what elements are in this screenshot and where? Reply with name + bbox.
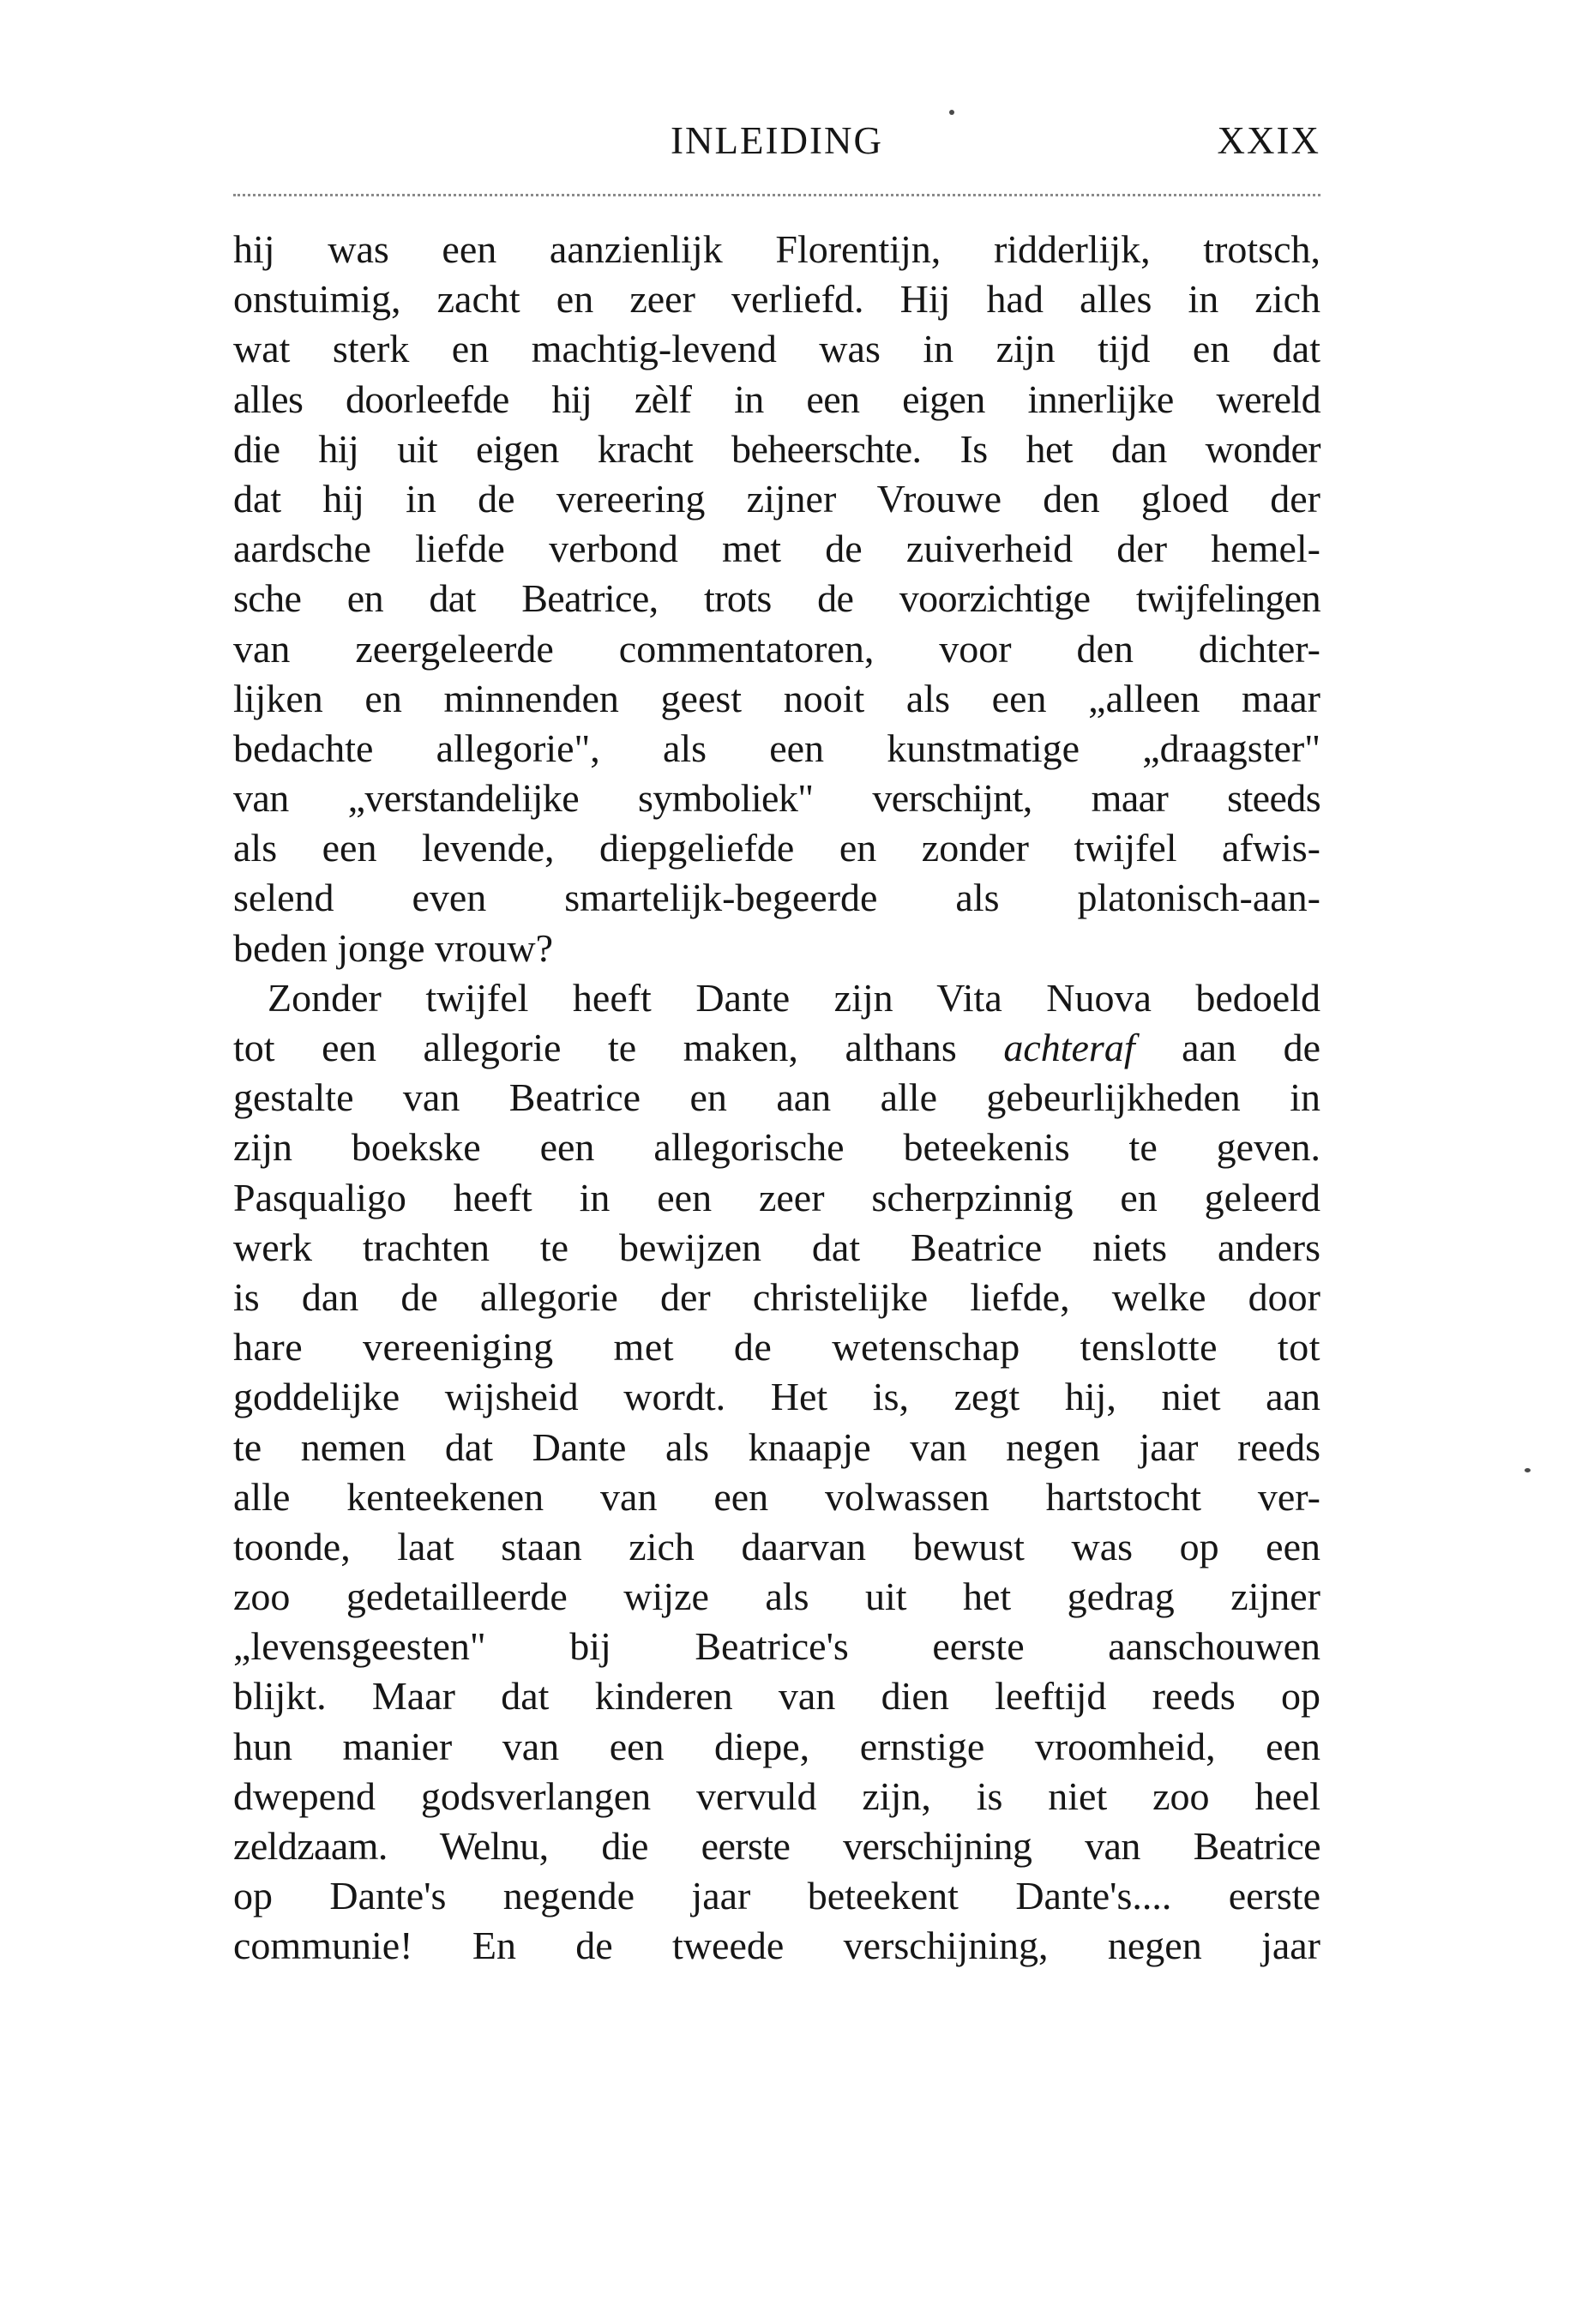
text-line: dat hij in de vereering zijner Vrouwe den gloed der [233,476,1320,521]
text-line [233,1023,1320,1073]
text-line: dwepend godsverlangen vervuld zijn, is niet zoo heel [233,1773,1320,1818]
paragraph-end-line: beden jonge vrouw? [233,925,553,970]
text-line: alles doorleefde hij zèlf in een eigen innerlijke wereld [233,376,1320,421]
text-line: Pasqualigo heeft in een zeer scherpzinnig en geleerd [233,1175,1320,1219]
text-line: zeldzaam. Welnu, die eerste verschijning van Beatrice [233,1824,1320,1868]
text-line: bedachte allegorie", als een kunstmatige „draagster" [233,725,1320,770]
body-text [233,225,1320,1972]
text-line: goddelijke wijsheid wordt. Het is, zegt hij, niet aan [233,1375,1320,1419]
text-line: selend even smartelijk-begeerde als platonisch-aan- [233,876,1320,920]
header-rule [233,194,1320,196]
text-line: hare vereeniging met de wetenschap tenslotte tot [233,1325,1320,1370]
text-line: is dan de allegorie der christelijke liefde, welke door [233,1274,1320,1319]
text-line: sche en dat Beatrice, trots de voorzichtige twijfelingen [233,576,1320,621]
text-line: lijken en minnenden geest nooit als een „alleen maar [233,676,1320,720]
text-line: die hij uit eigen kracht beheerschte. Is het dan wonder [233,426,1320,471]
text-line: als een levende, diepgeliefde en zonder twijfel afwis- [233,826,1320,870]
page-number: XXIX [1217,119,1320,162]
text-line: toonde, laat staan zich daarvan bewust was op een [233,1524,1320,1568]
text-line: aardsche liefde verbond met de zuiverheid der hemel- [233,527,1320,571]
text-line: zijn boekske een allegorische beteekenis te geven. [233,1125,1320,1170]
emphasis-word: achteraf [1003,1026,1135,1069]
text-run: tot een allegorie te maken, althans [233,1026,1004,1069]
text-line: hun manier van een diepe, ernstige vroomheid, een [233,1724,1320,1768]
text-line: hij was een aanzienlijk Florentijn, ridderlijk, trotsch, [233,227,1320,271]
print-speck [1525,1468,1531,1472]
text-line: zoo gedetailleerde wijze als uit het gedrag zijner [233,1574,1320,1619]
text-line: op Dante's negende jaar beteekent Dante's.... eerste [233,1874,1320,1918]
running-head [233,118,1320,178]
running-title: INLEIDING [671,119,883,162]
text-line: van zeergeleerde commentatoren, voor den dichter- [233,626,1320,671]
text-line: communie! En de tweede verschijning, negen jaar [233,1924,1320,1968]
text-line: te nemen dat Dante als knaapje van negen jaar reeds [233,1424,1320,1469]
text-line: alle kenteekenen van een volwassen hartstocht ver- [233,1474,1320,1519]
paragraph-start-line: Zonder twijfel heeft Dante zijn Vita Nuova bedoeld [268,975,1320,1020]
text-line: gestalte van Beatrice en aan alle gebeurlijkheden in [233,1075,1320,1120]
text-line: wat sterk en machtig-levend was in zijn tijd en dat [233,327,1320,371]
print-speck [949,110,954,115]
text-line: werk trachten te bewijzen dat Beatrice niets anders [233,1225,1320,1269]
text-run: aan de [1134,1026,1320,1069]
text-line: onstuimig, zacht en zeer verliefd. Hij had alles in zich [233,277,1320,322]
text-line: van „verstandelijke symboliek" verschijnt, maar steeds [233,776,1320,821]
text-line: „levensgeesten" bij Beatrice's eerste aanschouwen [233,1624,1320,1669]
text-line: blijkt. Maar dat kinderen van dien leeftijd reeds op [233,1674,1320,1719]
